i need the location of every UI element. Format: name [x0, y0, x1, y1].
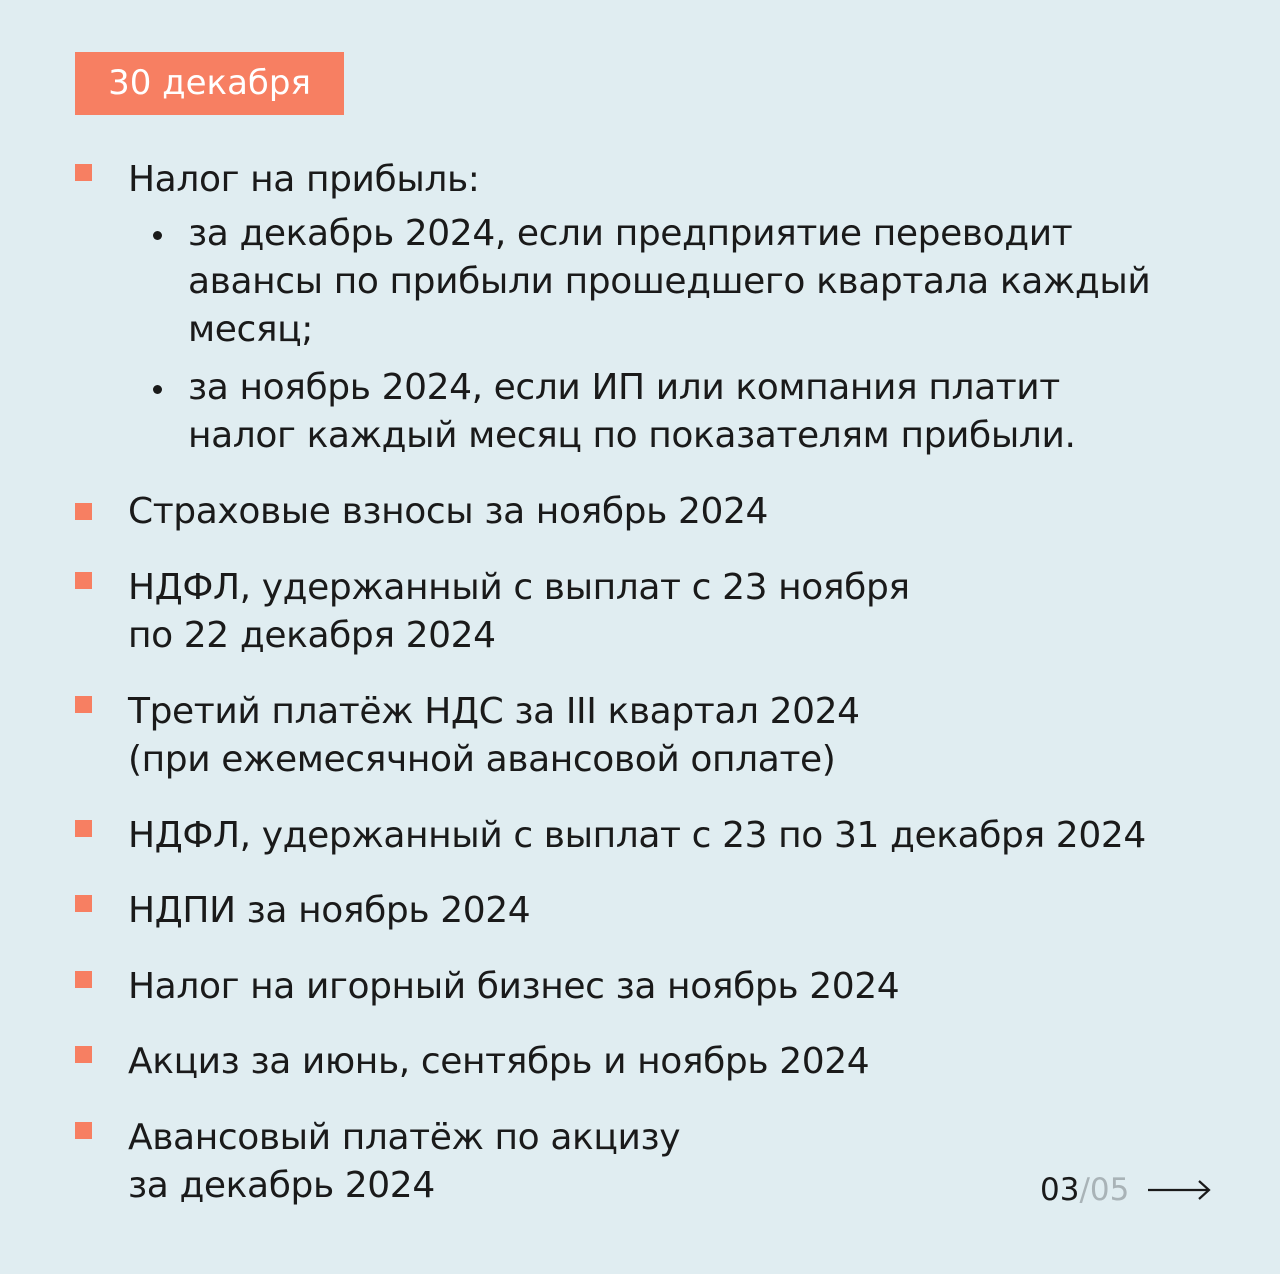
list-item-text: Авансовый платёж по акцизу [128, 1117, 681, 1158]
list-item-text: (при ежемесячной авансовой оплате) [128, 739, 836, 780]
bullet-square-icon [75, 820, 92, 837]
list-item-text: Акциз за июнь, сентябрь и ноябрь 2024 [128, 1041, 870, 1082]
bullet-square-icon [75, 696, 92, 713]
arrow-right-icon[interactable] [1148, 1178, 1212, 1202]
page-separator: / [1079, 1172, 1090, 1208]
list-item-text: НДФЛ, удержанный с выплат с 23 ноября [128, 567, 910, 608]
list-item-text: Налог на прибыль: [128, 159, 480, 200]
list-item-text: по 22 декабря 2024 [128, 615, 496, 656]
page-current: 03 [1040, 1172, 1080, 1208]
bullet-square-icon [75, 895, 92, 912]
bullet-square-icon [75, 1046, 92, 1063]
bullet-square-icon [75, 503, 92, 520]
sub-item-line: за декабрь 2024, если предприятие переводит [188, 213, 1073, 254]
sub-item-line: авансы по прибыли прошедшего квартала каждый [188, 261, 1151, 302]
page-total: 05 [1089, 1172, 1130, 1208]
list-item-text: за декабрь 2024 [128, 1165, 435, 1206]
list-item-text: Третий платёж НДС за III квартал 2024 [128, 691, 860, 732]
sub-item-line: за ноябрь 2024, если ИП или компания платит [188, 367, 1060, 408]
bullet-dot-icon [153, 231, 162, 240]
list-item-text: НДФЛ, удержанный с выплат с 23 по 31 декабря 2024 [128, 815, 1146, 856]
list-item-text: Страховые взносы за ноябрь 2024 [128, 491, 768, 532]
date-badge: 30 декабря [75, 52, 344, 115]
bullet-square-icon [75, 1122, 92, 1139]
list-item-text: НДПИ за ноябрь 2024 [128, 890, 531, 931]
bullet-square-icon [75, 164, 92, 181]
list-item-text: Налог на игорный бизнес за ноябрь 2024 [128, 966, 900, 1007]
sub-item-line: месяц; [188, 309, 313, 350]
bullet-square-icon [75, 572, 92, 589]
bullet-square-icon [75, 971, 92, 988]
sub-item-line: налог каждый месяц по показателям прибыли. [188, 415, 1076, 456]
bullet-dot-icon [153, 385, 162, 394]
